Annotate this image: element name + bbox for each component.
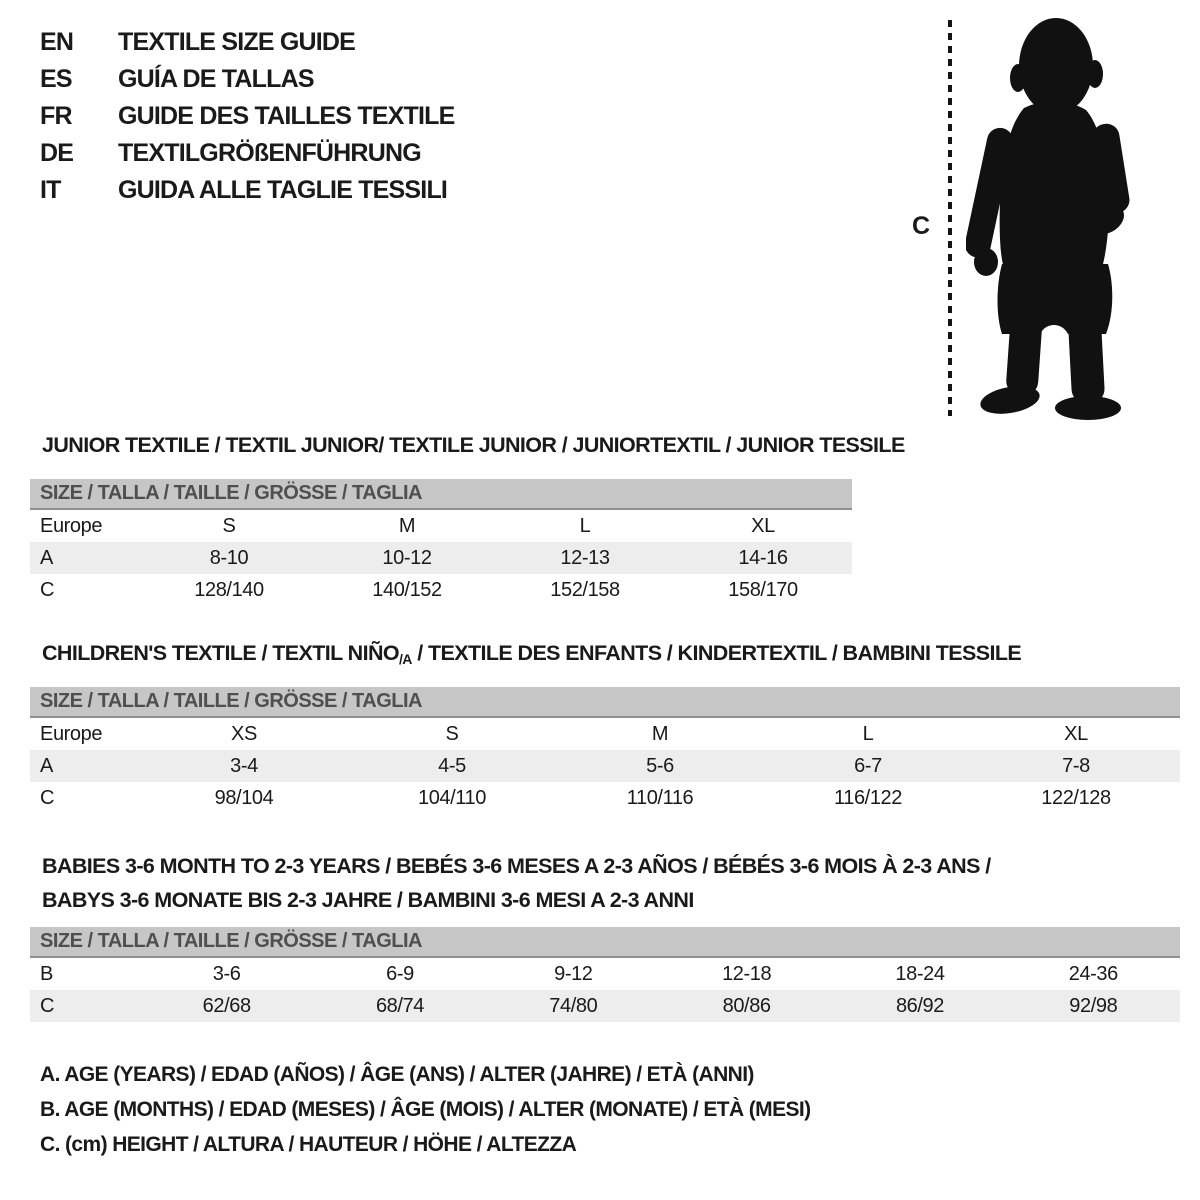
junior-height-row bbox=[30, 574, 852, 606]
table-cell: 18-24 bbox=[895, 963, 945, 985]
language-code: DE bbox=[40, 139, 74, 167]
children-columns-row bbox=[30, 718, 1180, 750]
junior-size-table bbox=[30, 479, 852, 606]
language-title: TEXTILE SIZE GUIDE bbox=[118, 28, 356, 56]
children-section-title-subscript: /A bbox=[399, 651, 412, 667]
babies-section-title-line2: BABYS 3-6 MONATE BIS 2-3 JAHRE / BAMBINI 3-6 MESI A 2-3 ANNI bbox=[42, 888, 694, 912]
junior-section-title-text: JUNIOR TEXTILE / TEXTIL JUNIOR/ TEXTILE JUNIOR / JUNIORTEXTIL / JUNIOR TESSILE bbox=[42, 433, 905, 457]
size-column-header: M bbox=[398, 515, 416, 537]
table-cell: 80/86 bbox=[722, 995, 771, 1017]
table-cell: 110/116 bbox=[626, 787, 694, 809]
table-cell: 3-6 bbox=[212, 963, 241, 985]
row-label: C bbox=[40, 787, 55, 809]
language-title-block bbox=[40, 24, 455, 209]
table-cell: 6-7 bbox=[854, 755, 882, 777]
table-cell: 152/158 bbox=[550, 579, 620, 601]
language-row-it bbox=[40, 172, 455, 209]
table-cell: 6-9 bbox=[386, 963, 414, 985]
children-section-title-rest: / TEXTILE DES ENFANTS / KINDERTEXTIL / BAMBINI TESSILE bbox=[411, 641, 1022, 665]
size-header-band: SIZE / TALLA / TAILLE / GRÖSSE / TAGLIA bbox=[30, 479, 852, 510]
table-cell: 158/170 bbox=[728, 579, 798, 601]
size-column-header: XL bbox=[1064, 723, 1088, 745]
table-cell: 104/110 bbox=[417, 787, 486, 809]
size-column-header: XL bbox=[751, 515, 775, 537]
language-title: GUÍA DE TALLAS bbox=[118, 65, 314, 93]
size-column-header: S bbox=[445, 723, 459, 745]
table-cell: 116/122 bbox=[833, 787, 902, 809]
junior-columns-row bbox=[30, 510, 852, 542]
size-column-header: M bbox=[651, 723, 669, 745]
legend-footnotes bbox=[40, 1064, 811, 1169]
size-column-header: L bbox=[579, 515, 591, 537]
language-row-fr bbox=[40, 98, 455, 135]
region-label: Europe bbox=[40, 515, 103, 537]
table-cell: 8-10 bbox=[209, 547, 249, 569]
table-cell: 68/74 bbox=[375, 995, 425, 1017]
row-label: B bbox=[40, 963, 53, 985]
babies-months-row bbox=[30, 958, 1180, 990]
language-title: GUIDA ALLE TAGLIE TESSILI bbox=[118, 176, 448, 204]
table-cell: 98/104 bbox=[214, 787, 274, 809]
babies-section-title bbox=[42, 849, 991, 917]
table-cell: 9-12 bbox=[554, 963, 593, 985]
table-cell: 3-4 bbox=[230, 755, 258, 777]
size-column-header: L bbox=[862, 723, 874, 745]
table-cell: 4-5 bbox=[438, 755, 466, 777]
babies-section-title-line1: BABIES 3-6 MONTH TO 2-3 YEARS / BEBÉS 3-6 MESES A 2-3 AÑOS / BÉBÉS 3-6 MOIS À 2-3 ANS / bbox=[42, 854, 991, 878]
footnote-height-cm: C. (cm) HEIGHT / ALTURA / HAUTEUR / HÖHE / ALTEZZA bbox=[40, 1133, 577, 1156]
footnote-age-years: A. AGE (YEARS) / EDAD (AÑOS) / ÂGE (ANS) / ALTER (JAHRE) / ETÀ (ANNI) bbox=[40, 1063, 754, 1086]
table-cell: 86/92 bbox=[895, 995, 944, 1017]
table-cell: 128/140 bbox=[194, 579, 264, 601]
row-label: A bbox=[40, 755, 53, 777]
language-title: GUIDE DES TAILLES TEXTILE bbox=[118, 102, 455, 130]
table-cell: 5-6 bbox=[646, 755, 674, 777]
height-measure-label: C bbox=[912, 212, 931, 240]
language-code: FR bbox=[40, 102, 72, 130]
junior-section-title bbox=[42, 434, 905, 456]
junior-age-row bbox=[30, 542, 852, 574]
table-cell: 7-8 bbox=[1062, 755, 1090, 777]
babies-height-row bbox=[30, 990, 1180, 1022]
size-header-band: SIZE / TALLA / TAILLE / GRÖSSE / TAGLIA bbox=[30, 687, 1180, 718]
toddler-silhouette-icon bbox=[966, 16, 1140, 422]
table-cell: 122/128 bbox=[1041, 787, 1111, 809]
children-size-table bbox=[30, 687, 1180, 814]
language-row-es bbox=[40, 61, 455, 98]
language-title: TEXTILGRÖßENFÜHRUNG bbox=[118, 139, 421, 167]
table-cell: 140/152 bbox=[372, 579, 442, 601]
table-cell: 14-16 bbox=[738, 547, 788, 569]
table-cell: 92/98 bbox=[1069, 995, 1118, 1017]
table-cell: 24-36 bbox=[1068, 963, 1118, 985]
size-header-band: SIZE / TALLA / TAILLE / GRÖSSE / TAGLIA bbox=[30, 927, 1180, 958]
table-cell: 12-18 bbox=[722, 963, 772, 985]
children-height-row bbox=[30, 782, 1180, 814]
language-code: EN bbox=[40, 28, 74, 56]
height-measure-dashed-line bbox=[948, 20, 952, 416]
children-section-title bbox=[42, 642, 1021, 670]
footnote-age-months: B. AGE (MONTHS) / EDAD (MESES) / ÂGE (MOIS) / ALTER (MONATE) / ETÀ (MESI) bbox=[40, 1098, 811, 1121]
children-section-title-text: CHILDREN'S TEXTILE / TEXTIL NIÑO bbox=[42, 641, 400, 665]
size-column-header: XS bbox=[231, 723, 257, 745]
children-age-row bbox=[30, 750, 1180, 782]
table-cell: 12-13 bbox=[560, 547, 610, 569]
size-column-header: S bbox=[222, 515, 236, 537]
language-row-de bbox=[40, 135, 455, 172]
babies-size-table bbox=[30, 927, 1180, 1022]
region-label: Europe bbox=[40, 723, 103, 745]
table-cell: 62/68 bbox=[202, 995, 251, 1017]
table-cell: 74/80 bbox=[549, 995, 598, 1017]
language-row-en bbox=[40, 24, 455, 61]
row-label: C bbox=[40, 579, 55, 601]
row-label: C bbox=[40, 995, 55, 1017]
language-code: IT bbox=[40, 176, 61, 204]
language-code: ES bbox=[40, 65, 72, 93]
row-label: A bbox=[40, 547, 53, 569]
table-cell: 10-12 bbox=[382, 547, 432, 569]
